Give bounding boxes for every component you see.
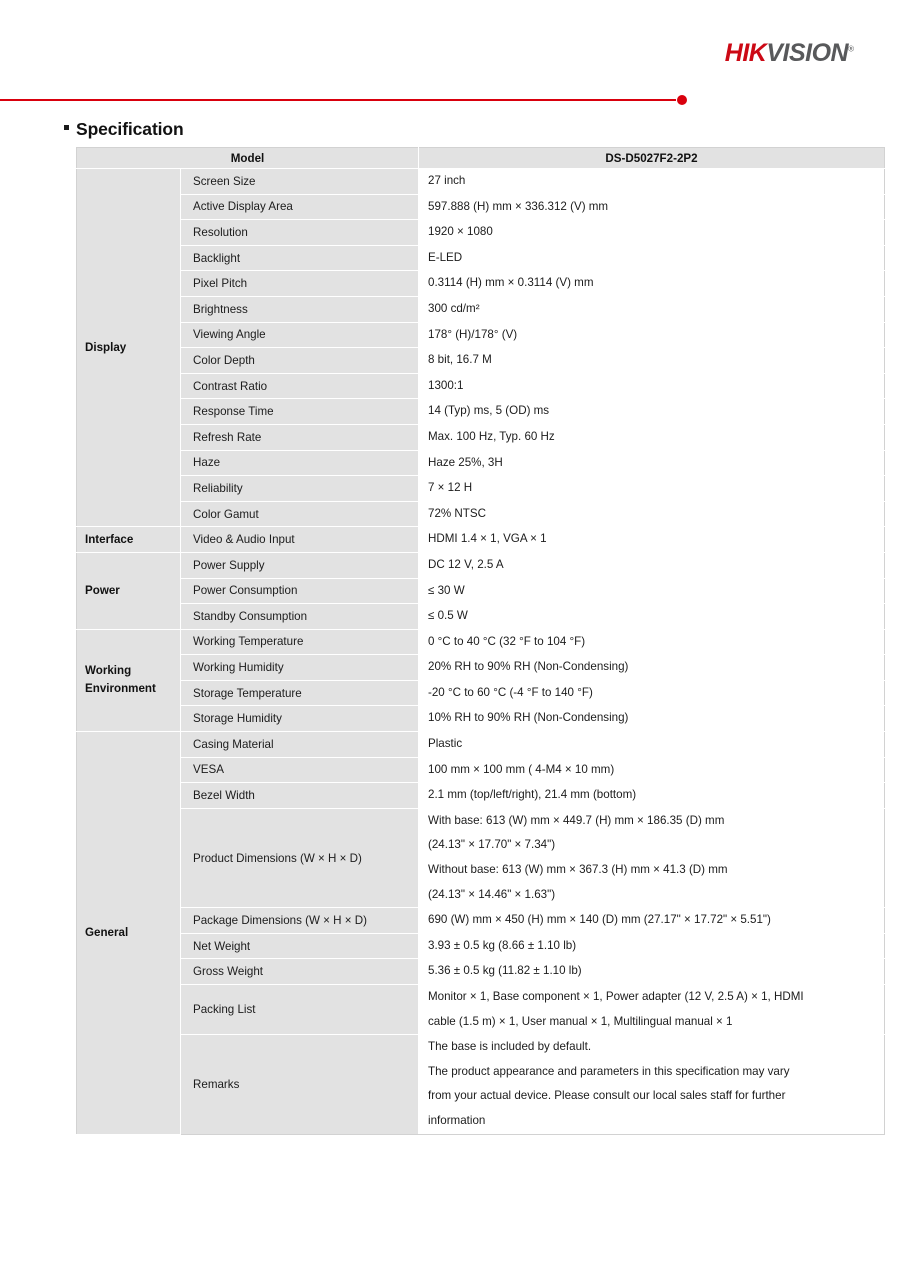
spec-value-line: (24.13" × 14.46" × 1.63") [428,887,556,901]
spec-label-cell: Haze [181,450,419,476]
spec-label-cell: Color Depth [181,348,419,374]
table-row [77,399,885,425]
table-row [77,757,885,783]
spec-label-cell: Package Dimensions (W × H × D) [181,908,419,934]
spec-label-cell: Color Gamut [181,501,419,527]
spec-value-line: DC 12 V, 2.5 A [428,557,504,571]
spec-value-line: 0 °C to 40 °C (32 °F to 104 °F) [428,634,586,648]
spec-value-line: 10% RH to 90% RH (Non-Condensing) [428,711,629,725]
table-row [77,501,885,527]
spec-value-cell [419,655,885,681]
spec-value-line: 3.93 ± 0.5 kg (8.66 ± 1.10 lb) [428,938,577,952]
page-header [0,0,900,104]
spec-label-cell: Power Consumption [181,578,419,604]
spec-label-cell: Bezel Width [181,783,419,809]
table-row [77,732,885,758]
spec-value-cell [419,271,885,297]
spec-value-cell [419,959,885,985]
table-row [77,578,885,604]
spec-label-cell: Screen Size [181,169,419,195]
spec-value-line: Monitor × 1, Base component × 1, Power adapter (12 V, 2.5 A) × 1, HDMI [428,990,804,1003]
table-row [77,450,885,476]
table-row [77,194,885,220]
table-row [77,655,885,681]
spec-value-line: Haze 25%, 3H [428,455,503,469]
table-row [77,424,885,450]
spec-value-line: 100 mm × 100 mm ( 4-M4 × 10 mm) [428,762,615,776]
spec-value-line: Without base: 613 (W) mm × 367.3 (H) mm × 41.3 (D) mm [428,863,728,877]
spec-label-cell: Active Display Area [181,194,419,220]
category-label: Power [85,583,120,597]
table-row [77,296,885,322]
table-row [77,322,885,348]
spec-label-cell: Remarks [181,1035,419,1134]
category-label: Working [85,664,132,678]
spec-value-line: -20 °C to 60 °C (-4 °F to 140 °F) [428,685,593,699]
spec-label-cell: Resolution [181,220,419,246]
table-row [77,271,885,297]
spec-value-line: 72% NTSC [428,506,486,520]
spec-value-line: from your actual device. Please consult our local sales staff for further [428,1089,786,1103]
spec-value-cell [419,706,885,732]
table-row [77,908,885,934]
spec-value-line: 14 (Typ) ms, 5 (OD) ms [428,404,550,418]
spec-value-cell [419,373,885,399]
spec-label-cell: Standby Consumption [181,604,419,630]
spec-value-cell [419,322,885,348]
spec-value-cell [419,348,885,374]
spec-value-line: 300 cd/m² [428,301,480,315]
spec-value-cell [419,908,885,934]
spec-label-cell: Casing Material [181,732,419,758]
table-row [77,348,885,374]
spec-value-line: Max. 100 Hz, Typ. 60 Hz [428,429,555,443]
spec-value-cell [419,1035,885,1134]
spec-value-line: 5.36 ± 0.5 kg (11.82 ± 1.10 lb) [428,964,582,978]
spec-value-line: Plastic [428,737,463,751]
spec-value-cell [419,732,885,758]
category-label: Environment [85,682,156,696]
table-header-row [77,148,885,169]
spec-value-line: 1300:1 [428,378,464,392]
spec-value-cell [419,220,885,246]
spec-label-cell: Packing List [181,985,419,1035]
table-row [77,985,885,1035]
table-row [77,604,885,630]
square-bullet-icon [64,125,69,130]
spec-label-cell: Brightness [181,296,419,322]
spec-value-cell [419,169,885,195]
spec-value-cell [419,194,885,220]
table-row [77,783,885,809]
spec-label-cell: Power Supply [181,552,419,578]
spec-label-cell: Refresh Rate [181,424,419,450]
logo-hik-text: HIK [724,39,767,67]
table-row [77,245,885,271]
column-header-model-value: DS-D5027F2-2P2 [419,148,885,169]
spec-label-cell: VESA [181,757,419,783]
spec-value-cell [419,629,885,655]
spec-value-cell [419,783,885,809]
category-cell-working-environment [77,629,181,731]
spec-label-cell: Working Temperature [181,629,419,655]
table-header [77,148,885,169]
column-header-model: Model [77,148,419,169]
specification-table [76,147,885,1135]
logo-vision-text: VISION [766,39,849,67]
table-row [77,959,885,985]
spec-value-line: 27 inch [428,174,466,187]
table-row [77,680,885,706]
header-red-rule [0,99,676,101]
spec-value-cell [419,245,885,271]
spec-value-cell [419,476,885,502]
spec-value-line: 178° (H)/178° (V) [428,327,518,341]
spec-value-line: 8 bit, 16.7 M [428,353,492,367]
spec-label-cell: Product Dimensions (W × H × D) [181,808,419,907]
spec-value-line: 690 (W) mm × 450 (H) mm × 140 (D) mm (27.17" × 17.72" × 5.51") [428,913,771,927]
spec-value-cell [419,424,885,450]
spec-value-line: HDMI 1.4 × 1, VGA × 1 [428,532,547,546]
spec-label-cell: Contrast Ratio [181,373,419,399]
table-row [77,933,885,959]
table-row [77,220,885,246]
category-cell-display [77,169,181,527]
spec-label-cell: Working Humidity [181,655,419,681]
spec-value-line: 20% RH to 90% RH (Non-Condensing) [428,660,629,674]
category-label: Interface [85,532,134,546]
category-label: Display [85,340,127,354]
table-body [77,169,885,1135]
spec-label-cell: Reliability [181,476,419,502]
spec-value-line: 2.1 mm (top/left/right), 21.4 mm (bottom) [428,788,637,802]
spec-value-line: 0.3114 (H) mm × 0.3114 (V) mm [428,276,594,290]
spec-value-cell [419,527,885,553]
spec-value-cell [419,501,885,527]
spec-value-line: (24.13" × 17.70" × 7.34") [428,838,556,852]
spec-value-cell [419,578,885,604]
spec-value-line: 7 × 12 H [428,481,473,495]
spec-label-cell: Net Weight [181,933,419,959]
spec-value-line: information [428,1113,486,1127]
spec-value-cell [419,757,885,783]
table-row [77,373,885,399]
spec-label-cell: Storage Temperature [181,680,419,706]
spec-value-line: With base: 613 (W) mm × 449.7 (H) mm × 186.35 (D) mm [428,813,725,827]
spec-value-line: The base is included by default. [428,1040,592,1054]
table-row [77,706,885,732]
spec-value-line: ≤ 30 W [428,583,465,597]
registered-trademark-icon: ® [848,44,854,54]
table-row [77,476,885,502]
spec-value-cell [419,399,885,425]
table-row [77,808,885,907]
spec-label-cell: Backlight [181,245,419,271]
spec-label-cell: Storage Humidity [181,706,419,732]
spec-value-line: E-LED [428,250,463,264]
header-red-dot-icon [677,95,687,105]
spec-value-cell [419,296,885,322]
spec-value-line: cable (1.5 m) × 1, User manual × 1, Multilingual manual × 1 [428,1014,733,1028]
category-label: General [85,925,129,939]
spec-value-cell [419,985,885,1035]
spec-value-line: The product appearance and parameters in this specification may vary [428,1064,790,1078]
spec-label-cell: Gross Weight [181,959,419,985]
spec-value-cell [419,450,885,476]
spec-label-cell: Viewing Angle [181,322,419,348]
category-cell-general [77,732,181,1135]
category-cell-interface [77,527,181,553]
spec-label-cell: Response Time [181,399,419,425]
page-title: Specification [76,119,184,139]
table-row [77,552,885,578]
table-row [77,527,885,553]
spec-value-cell [419,808,885,907]
spec-value-cell [419,604,885,630]
spec-value-line: 597.888 (H) mm × 336.312 (V) mm [428,199,609,213]
spec-label-cell: Pixel Pitch [181,271,419,297]
table-row [77,629,885,655]
hikvision-logo [725,41,854,66]
spec-value-cell [419,933,885,959]
spec-value-line: ≤ 0.5 W [428,609,468,623]
spec-value-cell [419,680,885,706]
table-row [77,169,885,195]
specification-section-heading [64,121,184,139]
category-cell-power [77,552,181,629]
spec-label-cell: Video & Audio Input [181,527,419,553]
table-row [77,1035,885,1134]
spec-value-cell [419,552,885,578]
spec-value-line: 1920 × 1080 [428,225,493,239]
